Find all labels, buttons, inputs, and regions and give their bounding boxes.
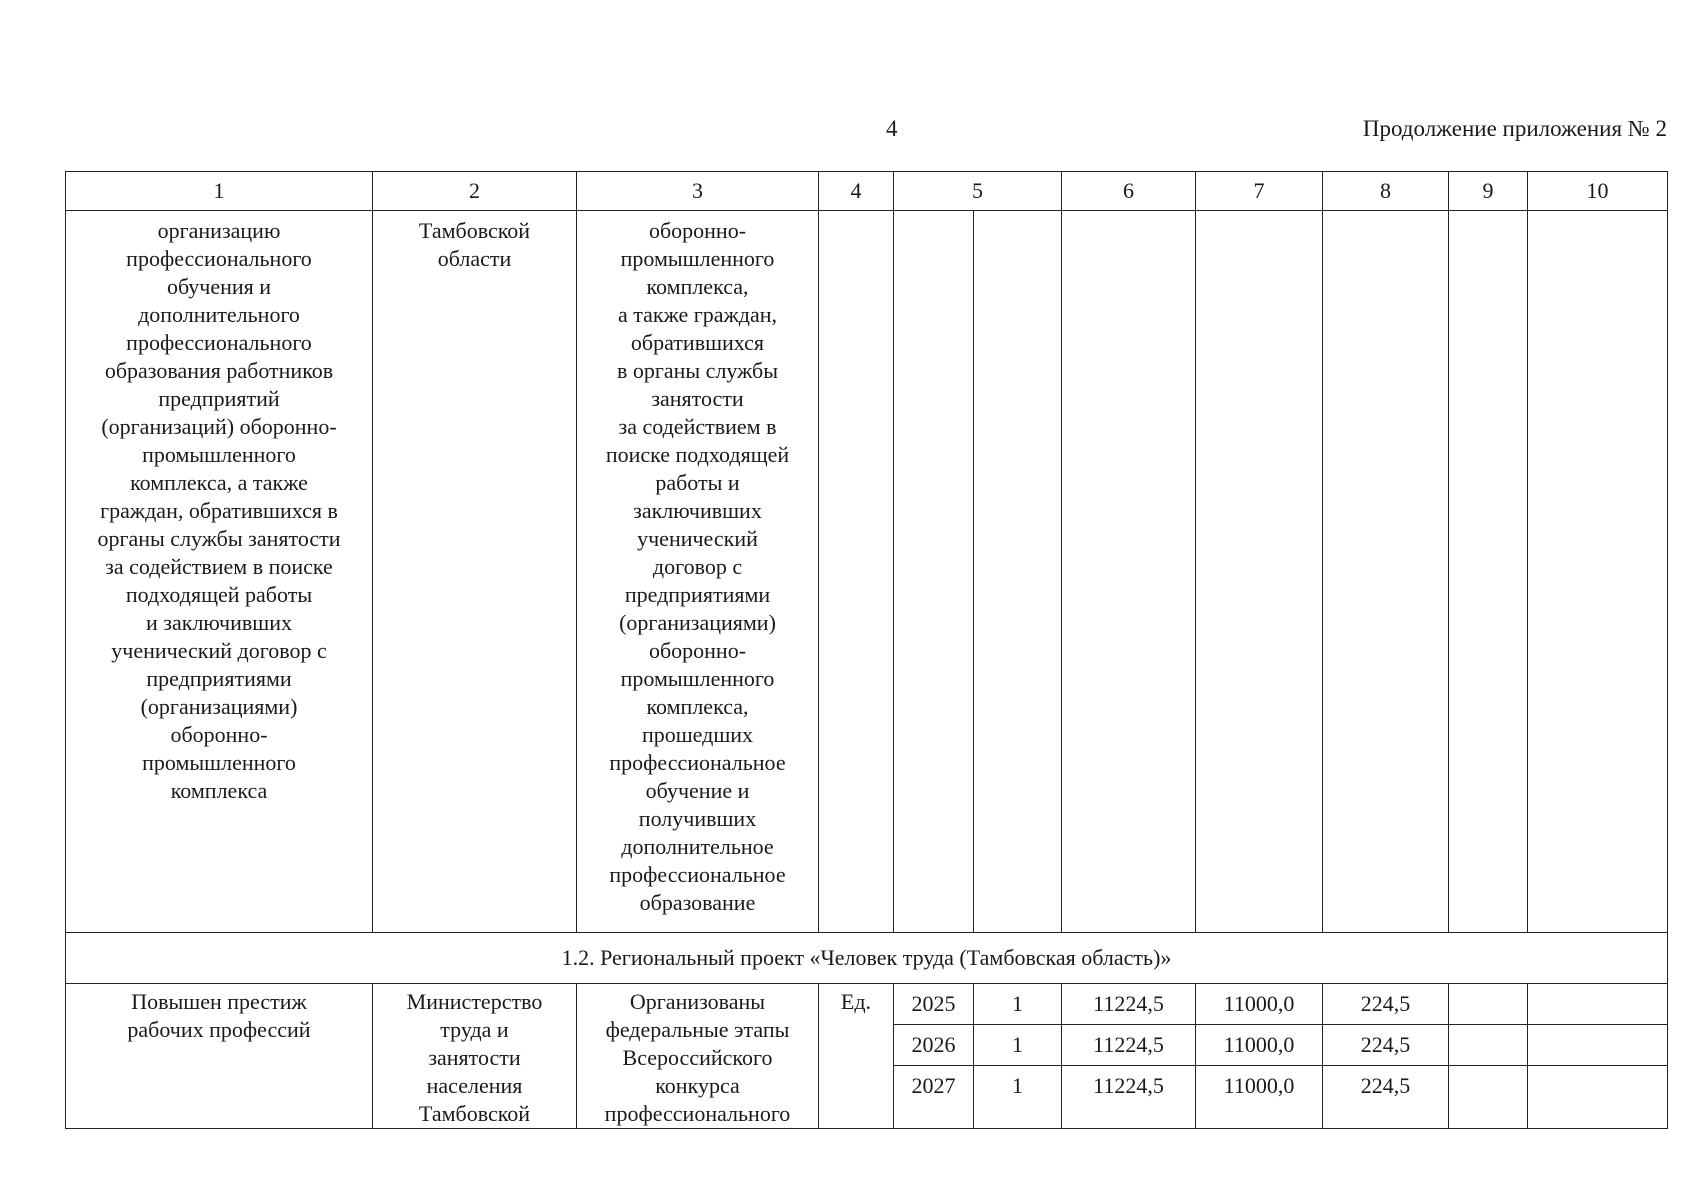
table-cell [974, 211, 1062, 933]
continuation-row [66, 211, 1668, 933]
table-cell [373, 211, 577, 933]
table-cell [1196, 211, 1323, 933]
year-cell: 2026 [894, 1024, 974, 1065]
result-description: Повышен престиж рабочих профессий [127, 989, 311, 1042]
amount-cell: 11000,0 [1196, 1024, 1323, 1065]
amount-cell: 224,5 [1323, 984, 1449, 1025]
table-cell [66, 211, 373, 933]
table-cell [1323, 211, 1449, 933]
section-title: 1.2. Региональный проект «Человек труда (Тамбовская область)» [66, 933, 1668, 984]
amount-cell: 11224,5 [1062, 1024, 1196, 1065]
table-cell [577, 984, 819, 1129]
table-cell [1449, 211, 1528, 933]
count-cell: 1 [974, 1024, 1062, 1065]
amount-cell: 224,5 [1323, 1024, 1449, 1065]
indicator-description: Организованы федеральные этапы Всероссийского конкурса профессионального [604, 989, 791, 1126]
count-cell: 1 [974, 984, 1062, 1025]
column-header-row [66, 172, 1668, 211]
table-cell [1528, 984, 1668, 1025]
indicator-description: оборонно- промышленного комплекса, а также граждан, обратившихся в органы службы занятости за содействием в поиске подходящей работы и заключивших ученический договор с предприятиями (организациями) оборонно- промышленного комплекса, прошедших профессиональное обучение и получивших дополнительное профессиональное образование [605, 218, 790, 915]
column-header: 4 [819, 172, 894, 211]
table-cell [1449, 984, 1528, 1025]
column-header: 7 [1196, 172, 1323, 211]
column-header: 10 [1528, 172, 1668, 211]
page-number: 4 [886, 116, 898, 141]
amount-cell: 224,5 [1323, 1065, 1449, 1128]
table-cell [1528, 1024, 1668, 1065]
column-header: 1 [66, 172, 373, 211]
unit-cell: Ед. [819, 984, 894, 1129]
result-description: организацию профессионального обучения и дополнительного профессионального образования работников предприятий (организаций) оборонно- промышленного комплекса, а также граждан, обратившихся в органы службы занятости за содействием в поиске подходящей работы и заключивших ученический договор с предприятиями (организациями) оборонно- промышленного комплекса [97, 218, 341, 803]
count-cell: 1 [974, 1065, 1062, 1128]
amount-cell: 11000,0 [1196, 984, 1323, 1025]
table-cell [894, 211, 974, 933]
column-header: 9 [1449, 172, 1528, 211]
table-cell [66, 984, 373, 1129]
table-cell [1528, 1065, 1668, 1128]
amount-cell: 11224,5 [1062, 1065, 1196, 1128]
table-cell [577, 211, 819, 933]
amount-cell: 11000,0 [1196, 1065, 1323, 1128]
responsible-executor: Тамбовской области [418, 218, 531, 271]
table-cell [373, 984, 577, 1129]
column-header: 6 [1062, 172, 1196, 211]
column-header: 3 [577, 172, 819, 211]
section-row [66, 933, 1668, 984]
appendix-continuation-note: Продолжение приложения № 2 [1362, 116, 1667, 141]
table-cell [1449, 1024, 1528, 1065]
appendix-table [65, 171, 1668, 1129]
column-header: 5 [894, 172, 1062, 211]
amount-cell: 11224,5 [1062, 984, 1196, 1025]
year-cell: 2025 [894, 984, 974, 1025]
table-cell [1062, 211, 1196, 933]
responsible-executor: Министерство труда и занятости населения Тамбовской [406, 989, 543, 1126]
column-header: 8 [1323, 172, 1449, 211]
table-row [66, 984, 1668, 1025]
table-cell [1449, 1065, 1528, 1128]
year-cell: 2027 [894, 1065, 974, 1128]
table-cell [1528, 211, 1668, 933]
column-header: 2 [373, 172, 577, 211]
table-cell [819, 211, 894, 933]
